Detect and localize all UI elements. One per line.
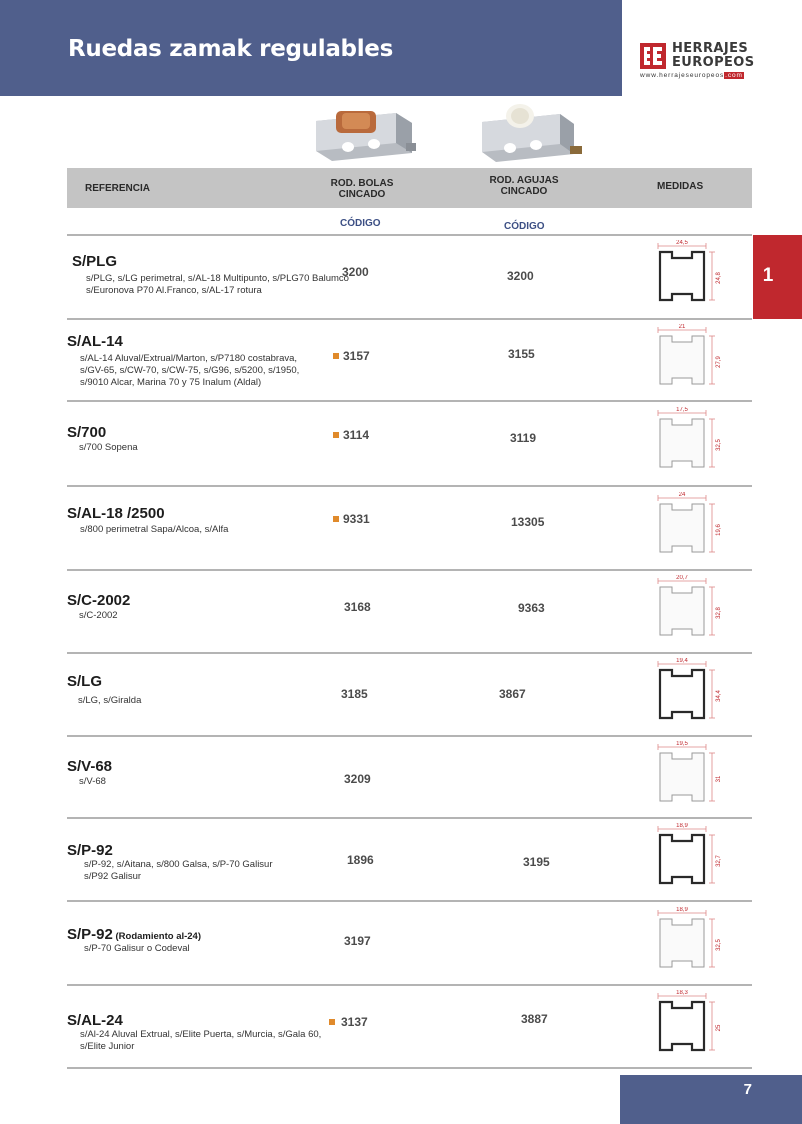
row-divider <box>67 485 752 487</box>
availability-bullet-icon <box>329 1019 335 1025</box>
row-reference: S/C-2002 <box>67 592 131 609</box>
row-divider <box>67 318 752 320</box>
row-description: s/700 Sopena <box>79 442 138 453</box>
row-description: s/P-92, s/Aitana, s/800 Galsa, s/P-70 Galisur s/P92 Galisur <box>84 859 273 882</box>
row-reference: S/AL-18 /2500 <box>67 505 165 522</box>
profile-drawing <box>648 324 728 401</box>
codigo-label-bolas: CÓDIGO <box>340 218 381 229</box>
dimension-height: 32,5 <box>716 439 722 451</box>
dimension-height: 34,4 <box>716 690 722 702</box>
dimension-height: 31 <box>716 775 722 783</box>
dimension-height: 25 <box>716 1024 722 1032</box>
code-rod-agujas: 3195 <box>523 855 550 869</box>
code-rod-bolas: 3200 <box>342 265 369 279</box>
dimension-height: 24,8 <box>716 272 722 284</box>
brand-logo <box>640 40 760 84</box>
dimension-height: 27,9 <box>716 356 722 368</box>
code-rod-agujas: 3867 <box>499 687 526 701</box>
code-rod-bolas: 3114 <box>343 428 370 442</box>
dimension-width: 18,9 <box>676 823 688 829</box>
dimension-width: 20,7 <box>676 575 688 581</box>
header-rod-agujas: ROD. AGUJAS CINCADO <box>489 175 559 197</box>
logo-line2: EUROPEOS <box>672 55 755 70</box>
row-divider <box>67 569 752 571</box>
availability-bullet-icon <box>333 353 339 359</box>
row-reference-suffix: (Rodamiento al-24) <box>112 931 202 942</box>
code-rod-agujas: 3887 <box>521 1012 548 1026</box>
row-divider <box>67 1067 752 1069</box>
code-rod-agujas: 13305 <box>511 515 545 529</box>
row-divider <box>67 735 752 737</box>
codigo-label-agujas: CÓDIGO <box>504 221 545 232</box>
profile-drawing <box>648 575 728 652</box>
dimension-width: 18,3 <box>676 990 688 996</box>
dimension-width: 19,4 <box>676 658 688 664</box>
row-description: s/Al-24 Aluval Extrual, s/Elite Puerta, s/Murcia, s/Gala 60, s/Elite Junior <box>80 1029 322 1052</box>
dimension-width: 21 <box>678 324 686 330</box>
needle-bearing-wheel-image <box>474 100 586 166</box>
dimension-width: 24 <box>678 492 686 498</box>
code-rod-agujas: 3119 <box>510 431 537 445</box>
code-rod-bolas: 1896 <box>347 853 374 867</box>
code-rod-agujas: 3155 <box>508 347 535 361</box>
code-rod-agujas: 9363 <box>518 601 545 615</box>
row-divider <box>67 817 752 819</box>
code-rod-bolas: 3137 <box>341 1015 368 1029</box>
header-referencia: REFERENCIA <box>85 183 151 194</box>
logo-url <box>640 72 744 79</box>
row-reference: S/PLG <box>72 253 118 270</box>
row-description: s/P-70 Galisur o Codeval <box>84 943 190 954</box>
dimension-width: 18,9 <box>676 907 688 913</box>
row-reference: S/AL-14 <box>67 333 123 350</box>
row-description: s/800 perimetral Sapa/Alcoa, s/Alfa <box>80 524 229 535</box>
row-divider <box>67 400 752 402</box>
row-divider <box>67 900 752 902</box>
herrajes-logo-icon <box>640 43 666 69</box>
row-divider <box>67 652 752 654</box>
row-reference: S/P-92 (Rodamiento al-24) <box>67 926 202 943</box>
table-header <box>67 168 752 208</box>
row-reference: S/LG <box>67 673 103 690</box>
row-divider <box>67 234 752 236</box>
profile-drawing <box>648 990 728 1067</box>
row-description: s/LG, s/Giralda <box>78 695 142 706</box>
availability-bullet-icon <box>333 432 339 438</box>
dimension-width: 17,5 <box>676 407 688 413</box>
page-title: Ruedas zamak regulables <box>68 36 393 62</box>
row-description: s/V-68 <box>79 776 106 787</box>
logo-line1: HERRAJES <box>672 41 749 56</box>
row-reference: S/700 <box>67 424 107 441</box>
code-rod-agujas: 3200 <box>507 269 534 283</box>
code-rod-bolas: 3168 <box>344 600 371 614</box>
code-rod-bolas: 3197 <box>344 934 371 948</box>
dimension-height: 32,8 <box>716 607 722 619</box>
profile-drawing <box>648 823 728 900</box>
dimension-height: 32,5 <box>716 939 722 951</box>
code-rod-bolas: 3185 <box>341 687 368 701</box>
code-rod-bolas: 3157 <box>343 349 370 363</box>
dimension-height: 32,7 <box>716 855 722 867</box>
profile-drawing <box>648 907 728 984</box>
page-number: 7 <box>743 1081 752 1098</box>
code-rod-bolas: 9331 <box>343 512 370 526</box>
logo-url-domain: www.herrajeseuropeos <box>640 72 725 79</box>
dimension-height: 19,6 <box>716 524 722 536</box>
row-description: s/AL-14 Aluval/Extrual/Marton, s/P7180 costabrava, s/GV-65, s/CW-70, s/CW-75, s/G96, s/5200, s/1950, s/9010 Alcar, Marina 70 y 75 Inalum (Aldal) <box>80 353 300 388</box>
section-tab <box>753 235 802 319</box>
row-description: s/PLG, s/LG perimetral, s/AL-18 Multipunto, s/PLG70 Balumco s/Euronova P70 Al.Franco, s/AL-17 rotura <box>86 273 349 296</box>
footer-bar <box>620 1075 802 1124</box>
profile-drawing <box>648 492 728 569</box>
code-rod-bolas: 3209 <box>344 772 371 786</box>
row-reference: S/P-92 <box>67 842 113 859</box>
header-medidas: MEDIDAS <box>657 181 704 192</box>
logo-url-tld: .com <box>725 72 743 79</box>
availability-bullet-icon <box>333 516 339 522</box>
profile-drawing <box>648 741 728 818</box>
row-reference: S/AL-24 <box>67 1012 123 1029</box>
dimension-width: 19,5 <box>676 741 688 747</box>
dimension-width: 24,5 <box>676 240 688 246</box>
profile-drawing <box>648 240 728 317</box>
row-description: s/C-2002 <box>79 610 118 621</box>
section-tab-number: 1 <box>762 265 774 286</box>
profile-drawing <box>648 658 728 735</box>
header-banner <box>0 0 622 96</box>
row-reference: S/V-68 <box>67 758 113 775</box>
ball-bearing-wheel-image <box>308 103 420 165</box>
row-divider <box>67 984 752 986</box>
header-rod-bolas: ROD. BOLAS CINCADO <box>330 178 394 200</box>
profile-drawing <box>648 407 728 484</box>
